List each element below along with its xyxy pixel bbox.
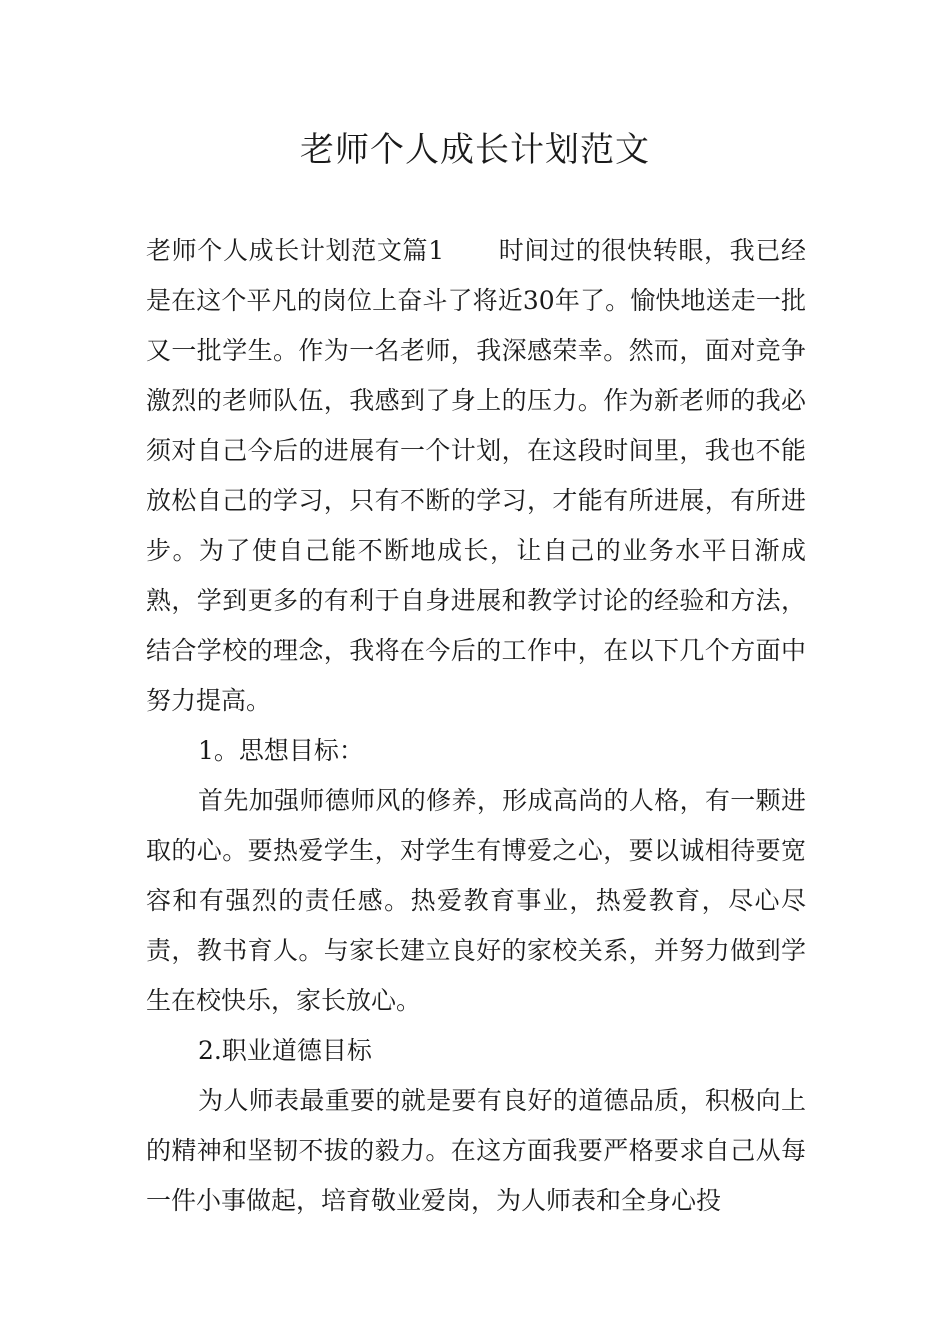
page-title: 老师个人成长计划范文 xyxy=(300,130,650,170)
document-body xyxy=(146,226,806,1226)
section-paragraph-2: 为人师表最重要的就是要有良好的道德品质，积极向上的精神和坚韧不拔的毅力。在这方面我要严格要求自己从每一件小事做起，培育敬业爱岗，为人师表和全身心投 xyxy=(146,1086,806,1215)
intro-paragraph xyxy=(146,226,806,726)
intro-text: 时间过的很快转眼，我已经是在这个平凡的岗位上奋斗了将近30年了。愉快地送走一批又一批学生。作为一名老师，我深感荣幸。然而，面对竞争激烈的老师队伍，我感到了身上的压力。作为新老师的我必须对自己今后的进展有一个计划，在这段时间里，我也不能放松自己的学习，只有不断的学习，才能有所进展，有所进步。为了使自己能不断地成长，让自己的业务水平日渐成熟，学到更多的有利于自身进展和教学讨论的经验和方法，结合学校的理念，我将在今后的工作中，在以下几个方面中努力提高。 xyxy=(146,236,806,715)
section-heading-1: 1。思想目标： xyxy=(198,736,364,765)
intro-label: 老师个人成长计划范文篇1 xyxy=(146,236,445,265)
section-paragraph-1: 首先加强师德师风的修养，形成高尚的人格，有一颗进取的心。要热爱学生，对学生有博爱之心，要以诚相待要宽容和有强烈的责任感。热爱教育事业，热爱教育，尽心尽责，教书育人。与家长建立良好的家校关系，并努力做到学生在校快乐，家长放心。 xyxy=(146,786,806,1015)
section-heading-2: 2.职业道德目标 xyxy=(198,1036,372,1065)
